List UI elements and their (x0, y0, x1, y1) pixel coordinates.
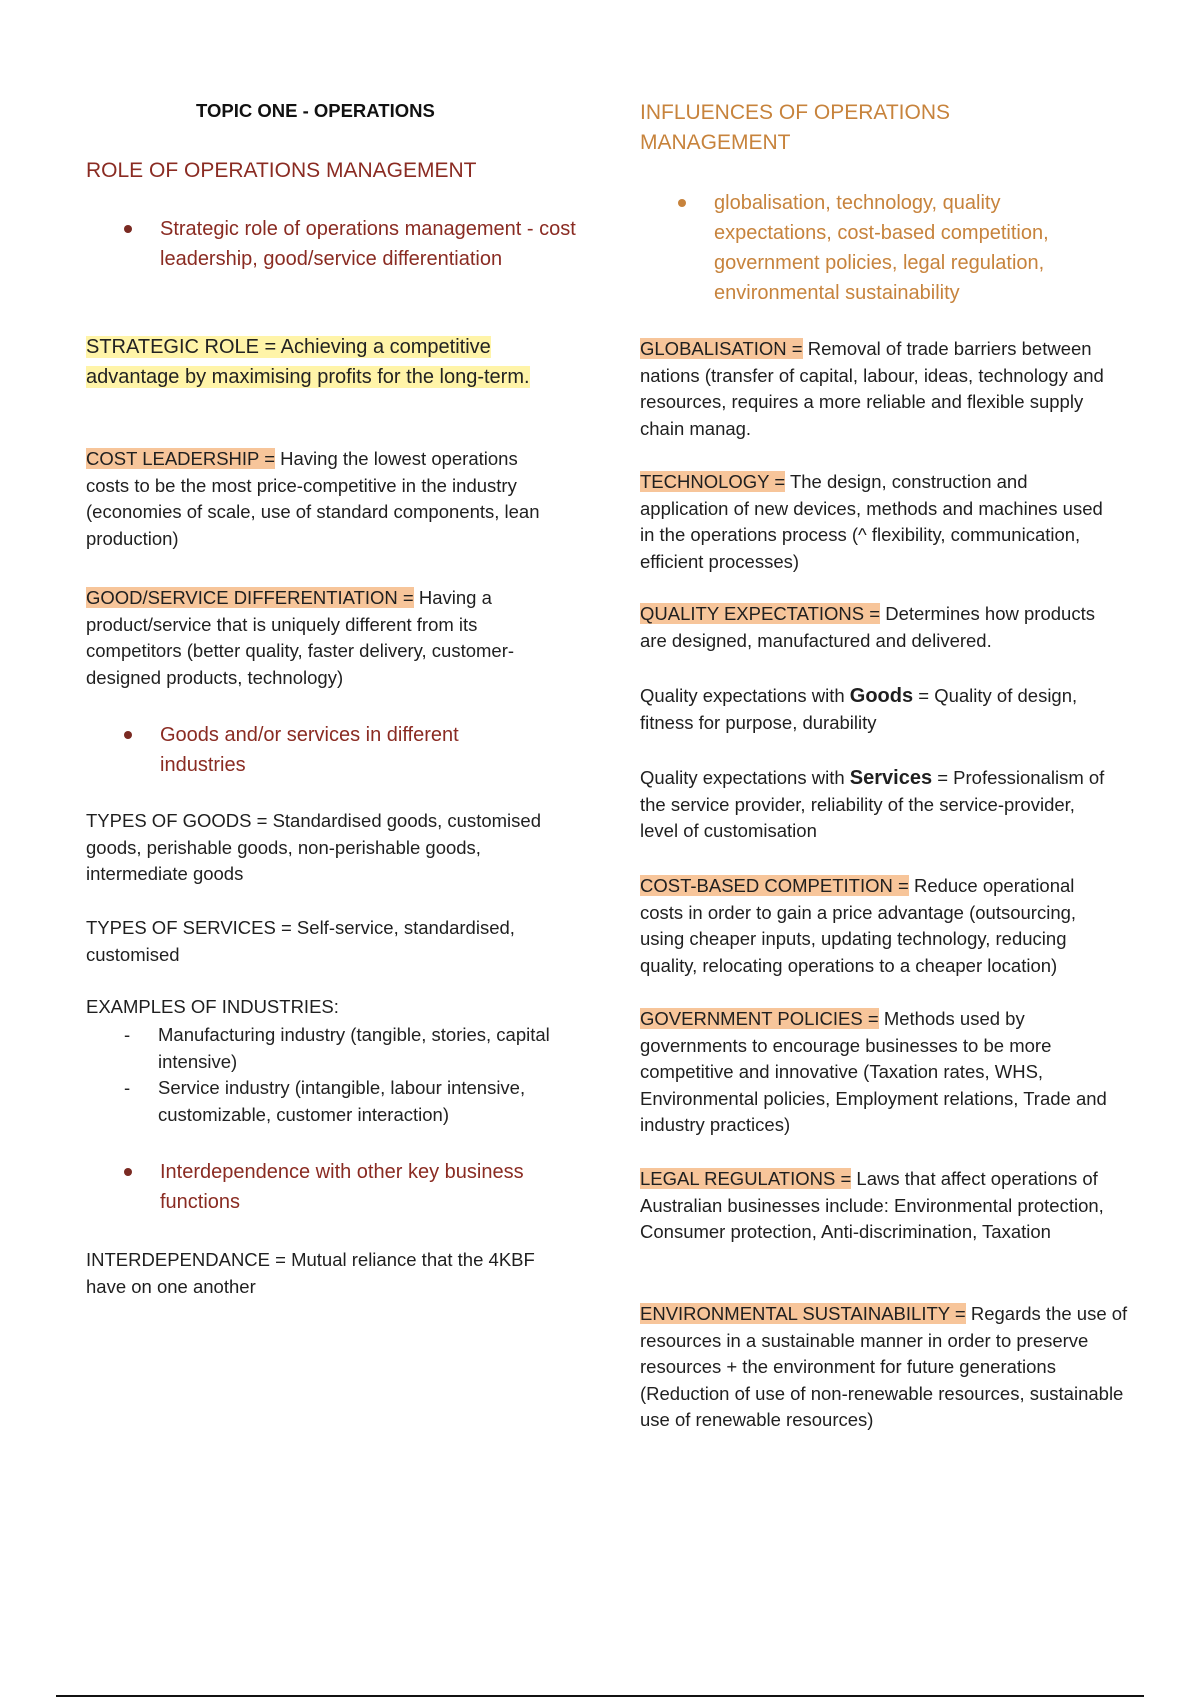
term-highlight: TECHNOLOGY = (640, 471, 786, 492)
examples-list (86, 1022, 586, 1132)
list-item: Manufacturing industry (tangible, stories, capital intensive) (158, 1024, 550, 1072)
bullet-text: Goods and/or services in different industries (160, 724, 459, 776)
bullet-dot-icon (124, 225, 132, 233)
environmental-sustainability-definition: ENVIRONMENTAL SUSTAINABILITY = Regards the use of resources in a sustainable manner in order to preserve resources + the environment for future generations (Reduction of use of non-renewable resources, sustainable use of renewable resources) (640, 1303, 1128, 1430)
term-highlight: LEGAL REGULATIONS = (640, 1168, 852, 1189)
dash-marker: - (124, 1024, 131, 1045)
interdependance-definition: INTERDEPENDANCE = Mutual reliance that the 4KBF have on one another (86, 1249, 535, 1297)
term-highlight: GLOBALISATION = (640, 338, 803, 359)
term-highlight: GOOD/SERVICE DIFFERENTIATION = (86, 587, 414, 608)
page-title: TOPIC ONE - OPERATIONS (196, 100, 435, 121)
quality-goods: Quality expectations with Goods = Quality of design, fitness for purpose, durability (640, 685, 1078, 733)
types-of-services: TYPES OF SERVICES = Self-service, standardised, customised (86, 917, 515, 965)
bullet-dot-icon (124, 731, 132, 739)
list-item: Service industry (intangible, labour intensive, customizable, customer interaction) (158, 1077, 526, 1125)
globalisation-definition: GLOBALISATION = Removal of trade barriers between nations (transfer of capital, labour, ideas, technology and resources, requires a more reliable and flexible supply chain manag. (640, 338, 1104, 439)
term-highlight: QUALITY EXPECTATIONS = (640, 603, 881, 624)
strategic-role-definition: STRATEGIC ROLE = Achieving a competitive advantage by maximising profits for the long-term. (86, 336, 530, 388)
dash-marker: - (124, 1077, 131, 1098)
term-highlight: ENVIRONMENTAL SUSTAINABILITY = (640, 1303, 966, 1324)
legal-regulations-definition: LEGAL REGULATIONS = Laws that affect operations of Australian businesses include: Environmental protection, Consumer protection, Anti-discrimination, Taxation (640, 1168, 1104, 1242)
quality-expectations-definition: QUALITY EXPECTATIONS = Determines how products are designed, manufactured and delivered. (640, 603, 1095, 651)
government-policies-definition: GOVERNMENT POLICIES = Methods used by governments to encourage businesses to be more competitive and innovative (Taxation rates, WHS, Environmental policies, Employment relations, Trade and industry practices) (640, 1008, 1107, 1135)
technology-definition: TECHNOLOGY = The design, construction and application of new devices, methods and machines used in the operations process (^ flexibility, communication, efficient processes) (640, 471, 1103, 572)
term-highlight: GOVERNMENT POLICIES = (640, 1008, 879, 1029)
types-of-goods: TYPES OF GOODS = Standardised goods, customised goods, perishable goods, non-perishable goods, intermediate goods (86, 810, 541, 884)
term-highlight: COST LEADERSHIP = (86, 448, 276, 469)
bullet-dot-icon (124, 1168, 132, 1176)
bullet-text: Interdependence with other key business functions (160, 1161, 524, 1213)
cost-based-competition-definition: COST-BASED COMPETITION = Reduce operational costs in order to gain a price advantage (outsourcing, using cheaper inputs, updating technology, reducing quality, relocating operations to a cheaper location) (640, 875, 1077, 976)
section-heading-role: ROLE OF OPERATIONS MANAGEMENT (86, 159, 477, 182)
quality-services: Quality expectations with Services = Professionalism of the service provider, reliability of the service-provider, level of customisation (640, 767, 1105, 841)
section-heading-influences: INFLUENCES OF OPERATIONS MANAGEMENT (640, 101, 950, 154)
bottom-rule (56, 1695, 1144, 1697)
bullet-dot-icon (678, 199, 686, 207)
cost-leadership-definition: COST LEADERSHIP = Having the lowest operations costs to be the most price-competitive in the industry (economies of scale, use of standard components, lean production) (86, 448, 540, 549)
differentiation-definition: GOOD/SERVICE DIFFERENTIATION = Having a product/service that is uniquely different from its competitors (better quality, faster delivery, customer-designed products, technology) (86, 587, 515, 688)
bullet-text: globalisation, technology, quality expectations, cost-based competition, government policies, legal regulation, environmental sustainability (714, 192, 1049, 304)
bullet-text: Strategic role of operations management - cost leadership, good/service differentiation (160, 218, 576, 270)
examples-heading: EXAMPLES OF INDUSTRIES: (86, 996, 339, 1017)
term-highlight: COST-BASED COMPETITION = (640, 875, 909, 896)
